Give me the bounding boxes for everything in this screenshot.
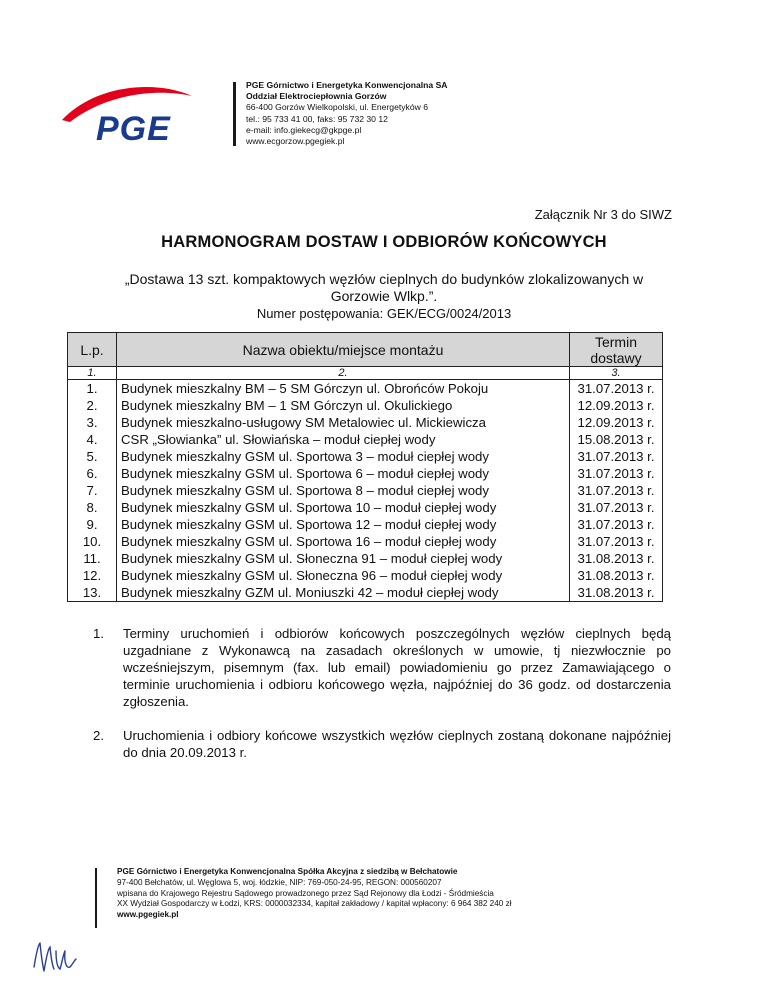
subject-line-1: „Dostawa 13 szt. kompaktowych węzłów cieplnych do budynków zlokalizowanych w (124, 271, 644, 287)
pge-logo (56, 78, 196, 148)
company-header (246, 80, 448, 147)
header-lp: L.p. (68, 333, 117, 367)
row-object-name: Budynek mieszkalny GSM ul. Sportowa 8 – moduł ciepłej wody (117, 482, 570, 499)
row-delivery-date: 31.08.2013 r. (570, 550, 663, 567)
subject-line-2: Gorzowie Wlkp.”. (330, 288, 438, 304)
company-name: PGE Górnictwo i Energetyka Konwencjonalna SA (246, 80, 448, 90)
company-www: www.ecgorzow.pgegiek.pl (246, 136, 345, 147)
footer-line-4: XX Wydział Gospodarczy w Łodzi, KRS: 0000032334, kapitał zakładowy / kapitał wpłacony: 6 964 382 240 zł (117, 899, 512, 909)
table-row (68, 465, 663, 482)
row-delivery-date: 31.07.2013 r. (570, 448, 663, 465)
row-delivery-date: 12.09.2013 r. (570, 414, 663, 431)
row-delivery-date: 31.08.2013 r. (570, 584, 663, 602)
schedule-table (67, 332, 663, 602)
row-number: 9. (68, 516, 117, 533)
row-number: 4. (68, 431, 117, 448)
note-number: 2. (93, 728, 104, 743)
row-delivery-date: 31.07.2013 r. (570, 499, 663, 516)
row-number: 1. (68, 380, 117, 398)
row-number: 7. (68, 482, 117, 499)
handwritten-initials (30, 937, 90, 977)
row-object-name: CSR „Słowianka” ul. Słowiańska – moduł ciepłej wody (117, 431, 570, 448)
note-number: 1. (93, 626, 104, 641)
table-row (68, 448, 663, 465)
row-object-name: Budynek mieszkalny BM – 5 SM Górczyn ul. Obrońców Pokoju (117, 380, 570, 398)
row-object-name: Budynek mieszkalny GSM ul. Sportowa 16 – moduł ciepłej wody (117, 533, 570, 550)
document-title: HARMONOGRAM DOSTAW I ODBIORÓW KOŃCOWYCH (161, 233, 607, 251)
row-delivery-date: 31.07.2013 r. (570, 380, 663, 398)
table-row (68, 431, 663, 448)
row-object-name: Budynek mieszkalny GSM ul. Sportowa 10 – moduł ciepłej wody (117, 499, 570, 516)
note-item (93, 727, 671, 761)
header-name: Nazwa obiektu/miejsce montażu (117, 333, 570, 367)
footer-line-5: www.pgegiek.pl (117, 910, 179, 920)
header-date: Termin dostawy (570, 333, 663, 367)
row-delivery-date: 31.07.2013 r. (570, 533, 663, 550)
row-object-name: Budynek mieszkalny GZM ul. Moniuszki 42 – moduł ciepłej wody (117, 584, 570, 602)
table-row (68, 533, 663, 550)
row-number: 5. (68, 448, 117, 465)
company-footer (117, 867, 512, 921)
table-row (68, 550, 663, 567)
row-delivery-date: 31.07.2013 r. (570, 465, 663, 482)
note-item (93, 625, 671, 710)
colnum-1: 1. (68, 367, 117, 380)
subject-line (60, 271, 708, 305)
row-object-name: Budynek mieszkalny GSM ul. Słoneczna 96 – moduł ciepłej wody (117, 567, 570, 584)
row-number: 11. (68, 550, 117, 567)
row-object-name: Budynek mieszkalny BM – 1 SM Górczyn ul. Okulickiego (117, 397, 570, 414)
row-object-name: Budynek mieszkalny GSM ul. Słoneczna 91 – moduł ciepłej wody (117, 550, 570, 567)
company-address: 66-400 Gorzów Wielkopolski, ul. Energetyków 6 (246, 102, 428, 113)
table-row (68, 516, 663, 533)
table-colnum-row (68, 367, 663, 380)
row-number: 12. (68, 567, 117, 584)
header-divider (233, 82, 236, 146)
procedure-number: Numer postępowania: GEK/ECG/0024/2013 (256, 306, 512, 321)
table-header-row (68, 333, 663, 367)
company-email: e-mail: info.giekecg@gkpge.pl (246, 124, 362, 135)
colnum-3: 3. (570, 367, 663, 380)
note-text: Uruchomienia i odbiory końcowe wszystkich węzłów cieplnych zostaną dokonane najpóźniej do dnia 20.09.2013 r. (123, 728, 671, 760)
row-delivery-date: 31.07.2013 r. (570, 516, 663, 533)
row-number: 6. (68, 465, 117, 482)
row-number: 8. (68, 499, 117, 516)
row-delivery-date: 12.09.2013 r. (570, 397, 663, 414)
table-row (68, 567, 663, 584)
company-phone: tel.: 95 733 41 00, faks: 95 732 30 12 (246, 113, 388, 124)
row-number: 13. (68, 584, 117, 602)
table-row (68, 482, 663, 499)
colnum-2: 2. (117, 367, 570, 380)
table-row (68, 499, 663, 516)
row-delivery-date: 31.08.2013 r. (570, 567, 663, 584)
row-delivery-date: 31.07.2013 r. (570, 482, 663, 499)
row-number: 10. (68, 533, 117, 550)
footer-line-2: 97-400 Bełchatów, ul. Węglowa 5, woj. łódzkie, NIP: 769-050-24-95, REGON: 000560207 (117, 877, 442, 887)
note-text: Terminy uruchomień i odbiorów końcowych poszczególnych węzłów cieplnych będą uzgadniane z Wykonawcą na zasadach określonych w umowie, tj niezwłocznie po wcześniejszym, pisemnym (fax. lub email) powiadomieniu go przez Zamawiającego o terminie uruchomienia i odbioru końcowego węzła, najpóźniej do 36 godz. od dostarczenia zgłoszenia. (123, 626, 671, 709)
attachment-label: Załącznik Nr 3 do SIWZ (534, 207, 672, 222)
footer-line-1: PGE Górnictwo i Energetyka Konwencjonalna Spółka Akcyjna z siedzibą w Bełchatowie (117, 867, 458, 876)
row-number: 3. (68, 414, 117, 431)
row-number: 2. (68, 397, 117, 414)
row-object-name: Budynek mieszkalny GSM ul. Sportowa 3 – moduł ciepłej wody (117, 448, 570, 465)
row-object-name: Budynek mieszkalno-usługowy SM Metalowiec ul. Mickiewicza (117, 414, 570, 431)
table-row (68, 414, 663, 431)
row-delivery-date: 15.08.2013 r. (570, 431, 663, 448)
notes (93, 625, 671, 778)
company-division: Oddział Elektrociepłownia Gorzów (246, 91, 387, 102)
table-row (68, 584, 663, 602)
footer-line-3: wpisana do Krajowego Rejestru Sądowego prowadzonego przez Sąd Rejonowy dla Łodzi - Śródmieścia (117, 888, 494, 898)
table-row (68, 380, 663, 398)
footer-divider (95, 868, 97, 928)
table-row (68, 397, 663, 414)
row-object-name: Budynek mieszkalny GSM ul. Sportowa 12 – moduł ciepłej wody (117, 516, 570, 533)
logo-text: PGE (96, 110, 171, 148)
row-object-name: Budynek mieszkalny GSM ul. Sportowa 6 – moduł ciepłej wody (117, 465, 570, 482)
